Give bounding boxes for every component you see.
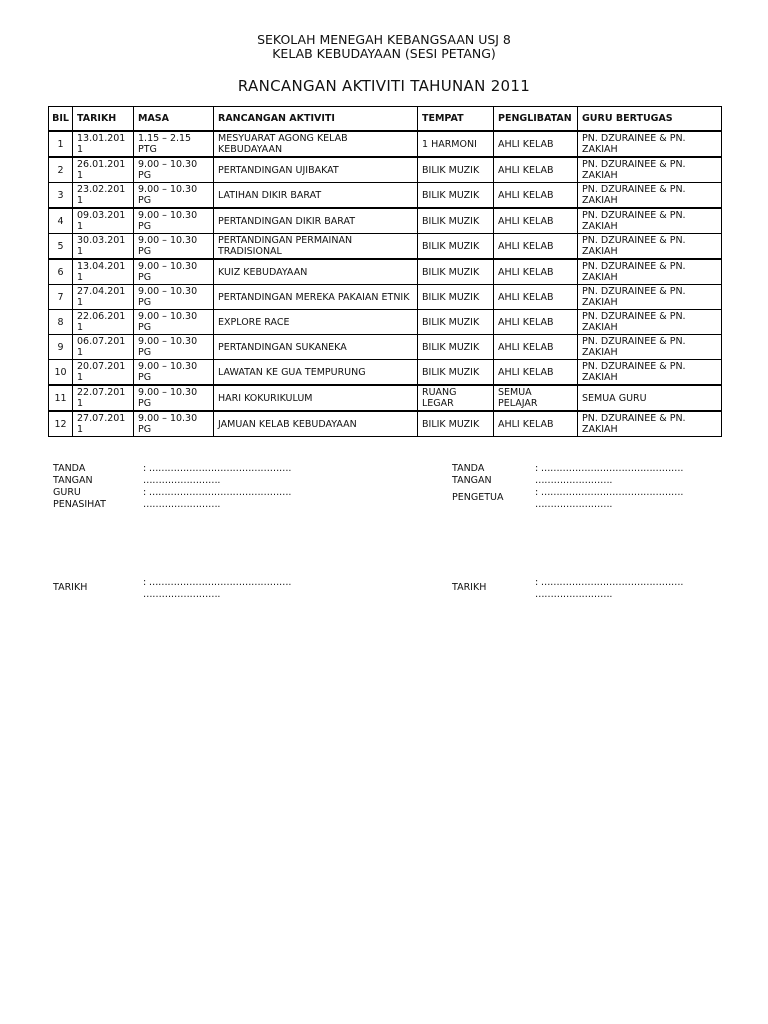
dotted-line: : ………………………………………. (535, 463, 684, 474)
cell-penglibatan: SEMUA PELAJAR (494, 385, 578, 411)
cell-tempat: BILIK MUZIK (418, 157, 494, 183)
cell-masa: 9.00 – 10.30 PG (134, 385, 214, 411)
cell-tempat: 1 HARMONI (418, 131, 494, 157)
cell-tempat: BILIK MUZIK (418, 183, 494, 209)
left-date-line (143, 577, 291, 600)
cell-tempat: BILIK MUZIK (418, 234, 494, 260)
cell-bil: 8 (49, 310, 73, 335)
cell-bil: 7 (49, 285, 73, 310)
cell-penglibatan: AHLI KELAB (494, 183, 578, 209)
cell-masa: 9.00 – 10.30 PG (134, 285, 214, 310)
document-header (0, 33, 768, 61)
cell-aktiviti: HARI KOKURIKULUM (214, 385, 418, 411)
table-row (49, 157, 722, 183)
cell-guru: PN. DZURAINEE & PN. ZAKIAH (578, 234, 722, 260)
cell-tarikh: 27.07.2011 (73, 411, 134, 437)
cell-masa: 9.00 – 10.30 PG (134, 335, 214, 360)
cell-bil: 11 (49, 385, 73, 411)
table-row (49, 131, 722, 157)
cell-tarikh: 27.04.2011 (73, 285, 134, 310)
table-row (49, 234, 722, 260)
cell-penglibatan: AHLI KELAB (494, 131, 578, 157)
column-header-guru: GURU BERTUGAS (578, 107, 722, 132)
right-role-line (535, 487, 683, 510)
column-header-penglibatan: PENGLIBATAN (494, 107, 578, 132)
left-role-label: GURU PENASIHAT (53, 487, 106, 510)
cell-guru: PN. DZURAINEE & PN. ZAKIAH (578, 259, 722, 285)
cell-penglibatan: AHLI KELAB (494, 285, 578, 310)
right-role-label: PENGETUA (452, 492, 504, 503)
cell-bil: 10 (49, 360, 73, 386)
school-name: SEKOLAH MENEGAH KEBANGSAAN USJ 8 (257, 32, 511, 47)
cell-penglibatan: AHLI KELAB (494, 360, 578, 386)
cell-aktiviti: MESYUARAT AGONG KELAB KEBUDAYAAN (214, 131, 418, 157)
activity-plan-table (48, 106, 722, 437)
cell-guru: PN. DZURAINEE & PN. ZAKIAH (578, 157, 722, 183)
dotted-line: ……………………. (535, 474, 613, 486)
table-header-row (49, 107, 722, 132)
dotted-line: : ………………………………………. (143, 463, 292, 474)
table-row (49, 208, 722, 234)
cell-masa: 9.00 – 10.30 PG (134, 208, 214, 234)
cell-masa: 9.00 – 10.30 PG (134, 411, 214, 437)
cell-tempat: BILIK MUZIK (418, 259, 494, 285)
cell-guru: PN. DZURAINEE & PN. ZAKIAH (578, 310, 722, 335)
dotted-line: : ………………………………………. (535, 577, 684, 588)
cell-tempat: BILIK MUZIK (418, 310, 494, 335)
cell-aktiviti: LATIHAN DIKIR BARAT (214, 183, 418, 209)
cell-aktiviti: PERTANDINGAN UJIBAKAT (214, 157, 418, 183)
table-row (49, 335, 722, 360)
left-sign-label: TANDA TANGAN (53, 463, 93, 486)
dotted-line: ……………………. (535, 588, 613, 600)
cell-masa: 9.00 – 10.30 PG (134, 259, 214, 285)
left-role-line (143, 487, 291, 510)
table-row (49, 411, 722, 437)
cell-tarikh: 26.01.2011 (73, 157, 134, 183)
club-name: KELAB KEBUDAYAAN (SESI PETANG) (272, 46, 496, 61)
cell-bil: 12 (49, 411, 73, 437)
cell-tarikh: 23.02.2011 (73, 183, 134, 209)
cell-guru: PN. DZURAINEE & PN. ZAKIAH (578, 360, 722, 386)
cell-penglibatan: AHLI KELAB (494, 157, 578, 183)
cell-penglibatan: AHLI KELAB (494, 411, 578, 437)
column-header-tarikh: TARIKH (73, 107, 134, 132)
cell-tempat: RUANG LEGAR (418, 385, 494, 411)
cell-tarikh: 22.06.2011 (73, 310, 134, 335)
cell-masa: 9.00 – 10.30 PG (134, 360, 214, 386)
cell-tempat: BILIK MUZIK (418, 285, 494, 310)
cell-tempat: BILIK MUZIK (418, 411, 494, 437)
dotted-line: ……………………. (143, 498, 221, 510)
cell-guru: PN. DZURAINEE & PN. ZAKIAH (578, 183, 722, 209)
dotted-line: : ………………………………………. (143, 487, 292, 498)
dotted-line: : ………………………………………. (143, 577, 292, 588)
cell-tarikh: 06.07.2011 (73, 335, 134, 360)
cell-penglibatan: AHLI KELAB (494, 335, 578, 360)
cell-bil: 9 (49, 335, 73, 360)
document-title: RANCANGAN AKTIVITI TAHUNAN 2011 (237, 77, 531, 95)
cell-masa: 9.00 – 10.30 PG (134, 183, 214, 209)
cell-aktiviti: PERTANDINGAN MEREKA PAKAIAN ETNIK (214, 285, 418, 310)
table-row (49, 310, 722, 335)
dotted-line: ……………………. (535, 498, 613, 510)
column-header-bil: BIL (49, 107, 73, 132)
column-header-aktiviti: RANCANGAN AKTIVITI (214, 107, 418, 132)
cell-penglibatan: AHLI KELAB (494, 208, 578, 234)
table-row (49, 360, 722, 386)
cell-masa: 9.00 – 10.30 PG (134, 157, 214, 183)
cell-aktiviti: LAWATAN KE GUA TEMPURUNG (214, 360, 418, 386)
cell-guru: PN. DZURAINEE & PN. ZAKIAH (578, 208, 722, 234)
cell-tarikh: 22.07.2011 (73, 385, 134, 411)
right-sign-label: TANDA TANGAN (452, 463, 492, 486)
cell-bil: 2 (49, 157, 73, 183)
cell-tempat: BILIK MUZIK (418, 335, 494, 360)
cell-bil: 1 (49, 131, 73, 157)
cell-guru: SEMUA GURU (578, 385, 722, 411)
cell-penglibatan: AHLI KELAB (494, 310, 578, 335)
cell-guru: PN. DZURAINEE & PN. ZAKIAH (578, 131, 722, 157)
cell-tempat: BILIK MUZIK (418, 208, 494, 234)
dotted-line: ……………………. (143, 588, 221, 600)
table-row (49, 183, 722, 209)
cell-tarikh: 09.03.2011 (73, 208, 134, 234)
cell-bil: 5 (49, 234, 73, 260)
table-row (49, 385, 722, 411)
right-date-line (535, 577, 683, 600)
cell-masa: 1.15 – 2.15 PTG (134, 131, 214, 157)
cell-masa: 9.00 – 10.30 PG (134, 310, 214, 335)
cell-aktiviti: PERTANDINGAN SUKANEKA (214, 335, 418, 360)
cell-penglibatan: AHLI KELAB (494, 234, 578, 260)
cell-aktiviti: KUIZ KEBUDAYAAN (214, 259, 418, 285)
dotted-line: : ………………………………………. (535, 487, 684, 498)
cell-guru: PN. DZURAINEE & PN. ZAKIAH (578, 285, 722, 310)
cell-bil: 6 (49, 259, 73, 285)
cell-aktiviti: JAMUAN KELAB KEBUDAYAAN (214, 411, 418, 437)
cell-bil: 4 (49, 208, 73, 234)
table-row (49, 259, 722, 285)
column-header-masa: MASA (134, 107, 214, 132)
cell-penglibatan: AHLI KELAB (494, 259, 578, 285)
cell-guru: PN. DZURAINEE & PN. ZAKIAH (578, 411, 722, 437)
column-header-tempat: TEMPAT (418, 107, 494, 132)
cell-tempat: BILIK MUZIK (418, 360, 494, 386)
cell-tarikh: 13.04.2011 (73, 259, 134, 285)
left-sign-line (143, 463, 291, 486)
dotted-line: ……………………. (143, 474, 221, 486)
cell-aktiviti: PERTANDINGAN DIKIR BARAT (214, 208, 418, 234)
cell-masa: 9.00 – 10.30 PG (134, 234, 214, 260)
cell-tarikh: 30.03.2011 (73, 234, 134, 260)
cell-aktiviti: EXPLORE RACE (214, 310, 418, 335)
table-row (49, 285, 722, 310)
cell-aktiviti: PERTANDINGAN PERMAINAN TRADISIONAL (214, 234, 418, 260)
left-date-label: TARIKH (53, 582, 88, 593)
right-date-label: TARIKH (452, 582, 487, 593)
cell-tarikh: 20.07.2011 (73, 360, 134, 386)
cell-tarikh: 13.01.2011 (73, 131, 134, 157)
right-sign-line (535, 463, 683, 486)
cell-guru: PN. DZURAINEE & PN. ZAKIAH (578, 335, 722, 360)
cell-bil: 3 (49, 183, 73, 209)
